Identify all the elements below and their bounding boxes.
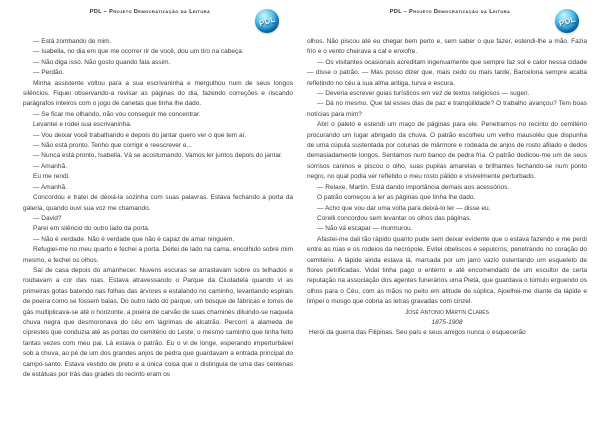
paragraph: — Relaxe, Martín. Está dando importância demais aos acessórios. bbox=[317, 183, 510, 191]
epitaph-name: José Antonio Martín Clarés bbox=[405, 308, 489, 316]
paragraph: Corelli concordou sem levantar os olhos das páginas. bbox=[317, 214, 472, 222]
paragraph: — Isabella, no dia em que me ocorrer rir de você, dou um tiro na cabeça. bbox=[33, 48, 244, 56]
paragraph: — Acho que vou dar uma volta para deixá-lo ler — disse eu. bbox=[317, 204, 491, 212]
paragraph: — Se ficar me olhando, não vou conseguir me concentrar. bbox=[33, 110, 201, 118]
paragraph-list bbox=[307, 37, 587, 308]
pdl-logo-icon bbox=[255, 9, 279, 33]
paragraph: — Amanhã. bbox=[33, 183, 67, 191]
paragraph: — Dá no mesmo. Que tal esses dias de paz e tranqüilidade? O trabalho avançou? Tem boas notícias para mim? bbox=[307, 100, 587, 118]
paragraph: Minha assistente voltou para a sua escrivaninha e mergulhou num de seus longos silêncios. Fiquei observando-a revisar as páginas do dia, fazendo correções e riscando parágrafos inteiros com o jogo de canetas que tinha lhe dado. bbox=[23, 79, 293, 108]
paragraph: — Nunca está pronto, Isabella. Vá se acostumando. Vamos ler juntos depois do jantar. bbox=[33, 152, 283, 160]
paragraph: Parei em silêncio do outro lado da porta. bbox=[33, 225, 150, 233]
paragraph: — Está zombando de mim. bbox=[33, 38, 112, 45]
epitaph-line: Herói da guerra das Filipinas. Seu país e seus amigos nunca o esquecerão bbox=[309, 329, 526, 337]
paragraph: — Não vá escapar — murmurou. bbox=[317, 225, 413, 233]
pdl-logo-text: PDL bbox=[257, 14, 277, 28]
page-header-title: PDL – Projeto Democratização da Leitura bbox=[89, 9, 211, 15]
page-header-title: PDL – Projeto Democratização da Leitura bbox=[389, 9, 511, 15]
page-right bbox=[300, 0, 600, 424]
paragraph: — Vou deixar você trabalhando e depois do jantar quero ver o que tem aí. bbox=[33, 131, 247, 139]
paragraph: — Os visitantes ocasionais acreditam ingenuamente que sempre faz sol e calor nessa cidade — disse o patrão. — Mas posso dizer que, mais cedo ou mais tarde, Barcelona sempre acaba refletindo no céu a sua alma antiga, turva e escura. bbox=[307, 58, 587, 87]
paragraph: Concordou e tratei de deixá-la sozinha com suas palavras. Estava fechando a porta da galeria, quando ouvi sua voz me chamando. bbox=[23, 194, 293, 212]
paragraph: Refugiei-me no meu quarto e fechei a porta. Deitei de lado na cama, encolhido sobre mim mesmo, e fechei os olhos. bbox=[23, 246, 293, 264]
epitaph-dates: 1875-1908 bbox=[431, 318, 463, 326]
pdl-logo-icon bbox=[555, 9, 579, 33]
paragraph: — Não diga isso. Não gosto quando fala assim. bbox=[33, 58, 171, 66]
paragraph: Saí de casa depois do amanhecer. Nuvens escuras se arrastavam sobre os telhados e roubavam a cor das rúas. Estava atravessando o Parque da Ciudadela quando vi as primeiras gotas batendo nas folhas das árvores e estalando no caminho, levantando espirais de poeira como se fossem balas. Do outro lado do parque, um bosque de fábricas e torres de gás multiplicava-se até o horizonte, a poeira de carvão de suas chaminés diluindo-se naquela chuva negra que desmoronava do céu em lágrimas de alcatrão. Percorri a alameda de ciprestes que conduzia até as portas do cemitério do Leste, o mesmo caminho que tinha feito tantas vezes com meu pai. Lá estava o patrão. Eu o vi de longe, esperando imperturbável sob a chuva, ao pé de um dos grandes anjos de pedra que guardavam a entrada principal do campo-santo. Estava vestido de preto e a única coisa que o distinguia de uma das centenas de estátuas por trás das grades do recinto eram os bbox=[23, 266, 293, 378]
paragraph: — David? bbox=[33, 214, 62, 222]
paragraph: — Não é verdade. Não é verdade que não é capaz de amar ninguém. bbox=[33, 235, 235, 243]
paragraph: — Não está pronto. Tenho que corrigir e reescrever e... bbox=[33, 142, 192, 150]
pdl-logo-text: PDL bbox=[557, 14, 577, 28]
paragraph: Eu me rendi. bbox=[33, 173, 70, 181]
paragraph: — Amanhã. bbox=[33, 162, 67, 170]
paragraph: olhos. Não piscou até eu chegar bem perto e, sem saber o que fazer, estendi-lhe a mão. Fazia frio e o vento cheirava a cal e enxofre. bbox=[307, 38, 587, 56]
page-left-body bbox=[23, 37, 293, 380]
paragraph: Afastei-me dali tão rápido quanto pude sem deixar evidente que o estava fazendo e me perdi entre as rúas e os rodeios da necrópole. Evitei obeliscos e sepulcros, penetrando no coração do cemitério. A lápide ainda estava lá, marcada por um jarro vazio ostentando um esqueleto de flores petrificadas. Vidal tinha pago o enterro e até encomendado de um escultor de certa reputação na associação dos agentes funerários uma Pietà, que guardava o túmulo erguendo os olhos para o Céu, com as mãos no peito em atitude de súplica. Ajoelhei-me diante da lápide e limpei o musgo que cobria as letras gravadas com cinzel. bbox=[307, 235, 587, 306]
paragraph: Abri o paletó e estendi um maço de páginas para ele. Penetramos no recinto do cemitério procurando um lugar abrigado da chuva. O patrão escolheu um velho mausoléu que dispunha de uma cúpula sustentada por colunas de mármore e rodeada de anjos de rosto afilado e dedos demasiadamente longos. Sentamos num banco de pedra fria. O patrão dedicou-me um de seus sorrisos caninos e piscou o olho, suas pupilas amarelas e brilhantes fechando-se num ponto negro, no qual podia ver refletido o meu rosto pálido e visivelmente perturbado. bbox=[307, 121, 587, 181]
paragraph: O patrão começou a ler as páginas que tinha lhe dado. bbox=[317, 194, 476, 202]
paragraph: — Deveria escrever guias turísticos em vez de textos religiosos — sugeri. bbox=[317, 90, 530, 98]
page-right-body bbox=[307, 37, 587, 339]
paragraph: Levantei e rodei sua escrivaninha. bbox=[33, 121, 132, 129]
paragraph: — Perdão. bbox=[33, 69, 65, 77]
